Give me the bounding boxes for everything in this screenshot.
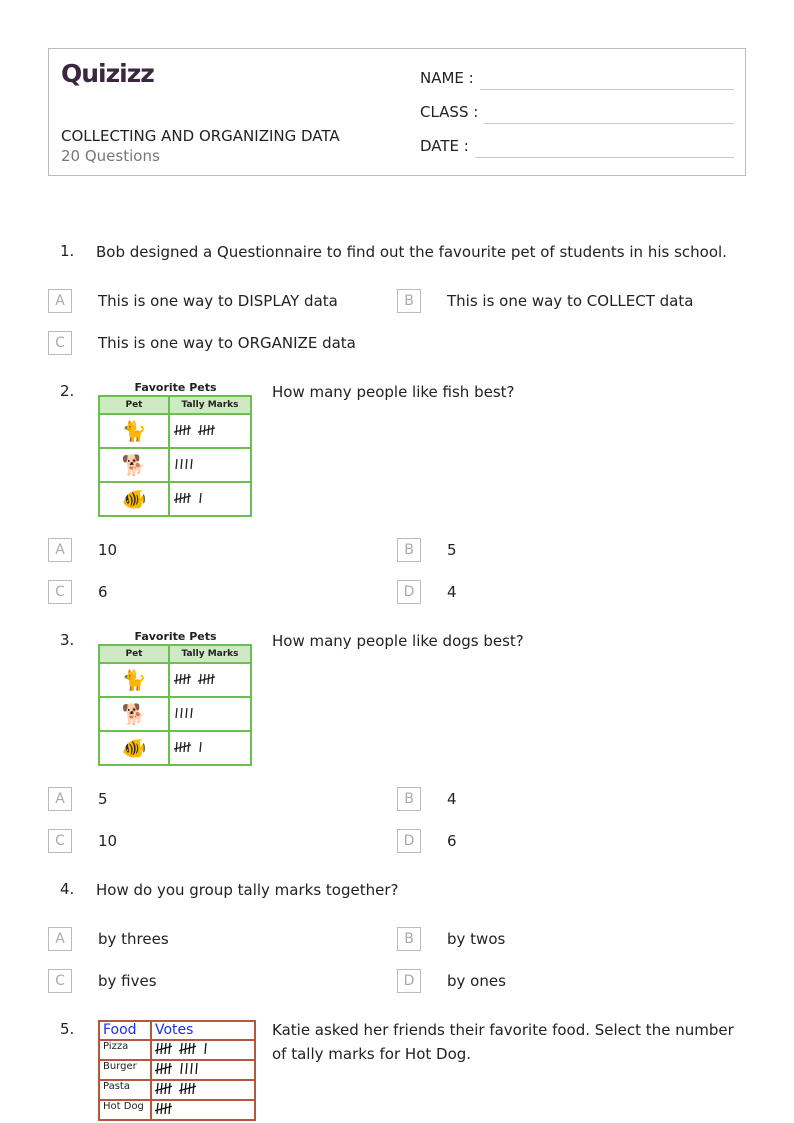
table-row bbox=[99, 482, 251, 516]
dog-icon: 🐕 bbox=[99, 448, 169, 482]
question-number: 2. bbox=[60, 382, 75, 400]
question-text: How do you group tally marks together? bbox=[96, 881, 399, 899]
option[interactable] bbox=[397, 969, 506, 993]
worksheet-title: COLLECTING AND ORGANIZING DATA bbox=[61, 127, 340, 145]
option-letter: C bbox=[48, 969, 72, 993]
option[interactable] bbox=[48, 289, 338, 313]
column-header: Tally Marks bbox=[169, 396, 251, 414]
column-header: Food bbox=[99, 1021, 151, 1040]
table-row bbox=[99, 414, 251, 448]
option[interactable] bbox=[48, 538, 117, 562]
table-row bbox=[99, 697, 251, 731]
favorite-pets-table bbox=[98, 381, 253, 517]
option-text: by twos bbox=[447, 930, 506, 948]
class-line[interactable] bbox=[484, 103, 734, 124]
option-text: This is one way to DISPLAY data bbox=[98, 292, 338, 310]
food-name: Hot Dog bbox=[99, 1100, 151, 1120]
column-header: Tally Marks bbox=[169, 645, 251, 663]
question-text: Katie asked her friends their favorite food. Select the number of tally marks for Hot Dog. bbox=[272, 1021, 734, 1063]
option-letter: A bbox=[48, 289, 72, 313]
option[interactable] bbox=[397, 927, 505, 951]
column-header: Pet bbox=[99, 396, 169, 414]
column-header: Votes bbox=[151, 1021, 255, 1040]
question-number: 1. bbox=[60, 242, 75, 260]
option-letter: B bbox=[397, 289, 421, 313]
fish-icon: 🐠 bbox=[99, 731, 169, 765]
option-letter: B bbox=[397, 787, 421, 811]
question-count: 20 Questions bbox=[61, 147, 160, 165]
question-number: 4. bbox=[60, 880, 75, 898]
food-name: Pasta bbox=[99, 1080, 151, 1100]
option[interactable] bbox=[397, 787, 457, 811]
option[interactable] bbox=[48, 927, 169, 951]
option-letter: A bbox=[48, 927, 72, 951]
option-text: 5 bbox=[98, 790, 108, 808]
class-label: CLASS : bbox=[420, 103, 479, 121]
option[interactable] bbox=[397, 289, 693, 313]
option-text: 10 bbox=[98, 541, 118, 559]
option-letter: A bbox=[48, 538, 72, 562]
table-row bbox=[99, 1060, 255, 1080]
option-text: by threes bbox=[98, 930, 169, 948]
option-text: 6 bbox=[98, 583, 108, 601]
option-text: This is one way to COLLECT data bbox=[447, 292, 694, 310]
option[interactable] bbox=[48, 969, 157, 993]
option[interactable] bbox=[48, 580, 108, 604]
option[interactable] bbox=[48, 829, 117, 853]
table-row bbox=[99, 731, 251, 765]
question-number: 5. bbox=[60, 1020, 75, 1038]
worksheet-header bbox=[48, 48, 746, 176]
date-label: DATE : bbox=[420, 137, 469, 155]
food-votes-table bbox=[98, 1020, 256, 1121]
option[interactable] bbox=[397, 829, 457, 853]
option-letter: A bbox=[48, 787, 72, 811]
tally-marks bbox=[155, 1061, 205, 1076]
option-letter: B bbox=[397, 927, 421, 951]
name-label: NAME : bbox=[420, 69, 474, 87]
tally-marks bbox=[174, 672, 228, 686]
option[interactable] bbox=[48, 787, 108, 811]
table-row bbox=[99, 448, 251, 482]
tally-marks bbox=[155, 1101, 185, 1116]
tally-marks bbox=[155, 1081, 209, 1096]
option-text: 5 bbox=[447, 541, 457, 559]
name-line[interactable] bbox=[480, 69, 734, 90]
table-row bbox=[99, 1100, 255, 1120]
column-header: Pet bbox=[99, 645, 169, 663]
name-field[interactable] bbox=[420, 69, 734, 90]
option-letter: C bbox=[48, 331, 72, 355]
option-letter: D bbox=[397, 580, 421, 604]
table-title: Favorite Pets bbox=[134, 630, 217, 643]
cat-icon: 🐈 bbox=[99, 663, 169, 697]
question-text: How many people like fish best? bbox=[272, 383, 515, 401]
dog-icon: 🐕 bbox=[99, 697, 169, 731]
date-line[interactable] bbox=[475, 137, 734, 158]
option-letter: D bbox=[397, 829, 421, 853]
option[interactable] bbox=[397, 538, 457, 562]
option-text: by ones bbox=[447, 972, 506, 990]
tally-marks bbox=[174, 740, 209, 754]
option[interactable] bbox=[48, 331, 356, 355]
food-name: Pizza bbox=[99, 1040, 151, 1060]
tally-marks bbox=[155, 1041, 214, 1056]
quizizz-logo: Quizizz bbox=[61, 59, 154, 88]
option-letter: B bbox=[397, 538, 421, 562]
option-text: This is one way to ORGANIZE data bbox=[98, 334, 356, 352]
table-title: Favorite Pets bbox=[134, 381, 217, 394]
tally-marks bbox=[174, 423, 228, 437]
option-text: 10 bbox=[98, 832, 118, 850]
tally-marks bbox=[174, 491, 209, 505]
option-text: 4 bbox=[447, 583, 457, 601]
table-row bbox=[99, 1080, 255, 1100]
option-letter: C bbox=[48, 829, 72, 853]
option-letter: D bbox=[397, 969, 421, 993]
table-row bbox=[99, 1040, 255, 1060]
question-text: Bob designed a Questionnaire to find out the favourite pet of students in his school. bbox=[96, 243, 727, 261]
option-text: by fives bbox=[98, 972, 157, 990]
fish-icon: 🐠 bbox=[99, 482, 169, 516]
table-row bbox=[99, 663, 251, 697]
question-text: How many people like dogs best? bbox=[272, 632, 524, 650]
option-text: 6 bbox=[447, 832, 457, 850]
option-letter: C bbox=[48, 580, 72, 604]
favorite-pets-table bbox=[98, 630, 253, 766]
class-field[interactable] bbox=[420, 103, 734, 124]
option-text: 4 bbox=[447, 790, 457, 808]
option[interactable] bbox=[397, 580, 457, 604]
date-field[interactable] bbox=[420, 137, 734, 158]
tally-marks bbox=[174, 706, 200, 720]
tally-marks bbox=[174, 457, 200, 471]
cat-icon: 🐈 bbox=[99, 414, 169, 448]
question-number: 3. bbox=[60, 631, 75, 649]
food-name: Burger bbox=[99, 1060, 151, 1080]
